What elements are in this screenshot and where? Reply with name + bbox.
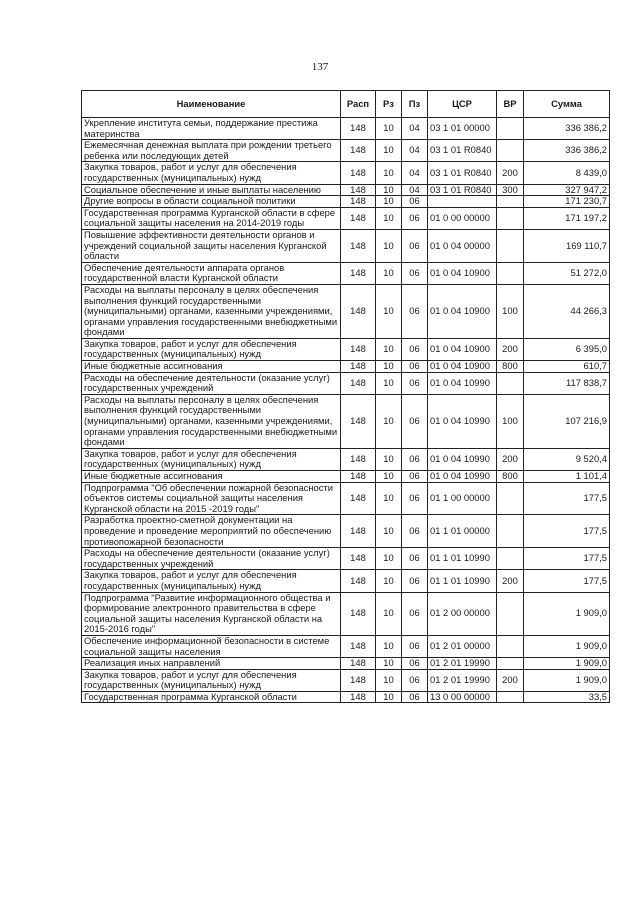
cell-rasp: 148	[341, 570, 376, 592]
cell-rz: 10	[376, 691, 402, 703]
cell-name: Обеспечение деятельности аппарата органов государственной власти Курганской области	[82, 262, 341, 284]
cell-pz: 06	[402, 394, 428, 448]
cell-name: Закупка товаров, работ и услуг для обеспечения государственных (муниципальных) нужд	[82, 448, 341, 470]
cell-rz: 10	[376, 372, 402, 394]
cell-vr: 200	[497, 669, 524, 691]
table-row	[82, 515, 610, 548]
cell-rz: 10	[376, 570, 402, 592]
cell-rz: 10	[376, 207, 402, 229]
cell-rz: 10	[376, 361, 402, 373]
cell-rz: 10	[376, 592, 402, 635]
cell-vr	[497, 229, 524, 262]
cell-name: Закупка товаров, работ и услуг для обеспечения государственных (муниципальных) нужд	[82, 338, 341, 360]
cell-csr: 01 0 04 10990	[428, 448, 497, 470]
cell-pz: 06	[402, 196, 428, 208]
cell-rasp: 148	[341, 207, 376, 229]
cell-vr: 800	[497, 471, 524, 483]
cell-sum: 336 386,2	[524, 140, 610, 162]
cell-name: Социальное обеспечение и иные выплаты населению	[82, 184, 341, 196]
cell-pz: 04	[402, 140, 428, 162]
cell-vr	[497, 372, 524, 394]
cell-csr: 01 0 04 10990	[428, 394, 497, 448]
cell-vr	[497, 482, 524, 515]
cell-vr	[497, 262, 524, 284]
table-row	[82, 262, 610, 284]
table-row	[82, 635, 610, 657]
cell-rasp: 148	[341, 140, 376, 162]
cell-rasp: 148	[341, 338, 376, 360]
cell-sum: 1 909,0	[524, 635, 610, 657]
cell-pz: 06	[402, 361, 428, 373]
table-row	[82, 592, 610, 635]
cell-rz: 10	[376, 669, 402, 691]
cell-vr	[497, 548, 524, 570]
cell-rz: 10	[376, 229, 402, 262]
cell-pz: 06	[402, 691, 428, 703]
cell-csr: 01 1 01 00000	[428, 515, 497, 548]
cell-csr: 01 1 00 00000	[428, 482, 497, 515]
cell-sum: 8 439,0	[524, 162, 610, 184]
cell-vr	[497, 658, 524, 670]
header-rz: Рз	[376, 91, 402, 118]
cell-rasp: 148	[341, 262, 376, 284]
cell-name: Расходы на обеспечение деятельности (оказание услуг) государственных учреждений	[82, 548, 341, 570]
cell-rasp: 148	[341, 394, 376, 448]
cell-rasp: 148	[341, 482, 376, 515]
cell-sum: 9 520,4	[524, 448, 610, 470]
cell-csr	[428, 196, 497, 208]
cell-vr: 100	[497, 394, 524, 448]
cell-pz: 04	[402, 162, 428, 184]
table-row	[82, 448, 610, 470]
cell-sum: 177,5	[524, 570, 610, 592]
cell-name: Повышение эффективности деятельности органов и учреждений социальной защиты населения Курганской области	[82, 229, 341, 262]
cell-rz: 10	[376, 184, 402, 196]
cell-sum: 51 272,0	[524, 262, 610, 284]
cell-name: Иные бюджетные ассигнования	[82, 471, 341, 483]
cell-sum: 177,5	[524, 548, 610, 570]
cell-name: Обеспечение информационной безопасности в системе социальной защиты населения	[82, 635, 341, 657]
cell-sum: 1 101,4	[524, 471, 610, 483]
cell-pz: 06	[402, 592, 428, 635]
cell-rz: 10	[376, 140, 402, 162]
table-row	[82, 570, 610, 592]
cell-rasp: 148	[341, 196, 376, 208]
cell-name: Подпрограмма "Развитие информационного общества и формирование электронного правительства в сфере социальной защиты населения Курганской области на 2015-2016 годы"	[82, 592, 341, 635]
cell-csr: 01 0 04 10990	[428, 471, 497, 483]
cell-vr: 300	[497, 184, 524, 196]
cell-name: Другие вопросы в области социальной политики	[82, 196, 341, 208]
cell-rasp: 148	[341, 548, 376, 570]
table-row	[82, 284, 610, 338]
cell-csr: 03 1 01 R0840	[428, 184, 497, 196]
cell-vr	[497, 140, 524, 162]
cell-name: Закупка товаров, работ и услуг для обеспечения государственных (муниципальных) нужд	[82, 669, 341, 691]
cell-csr: 01 2 00 00000	[428, 592, 497, 635]
cell-name: Ежемесячная денежная выплата при рождении третьего ребенка или последующих детей	[82, 140, 341, 162]
table-row	[82, 361, 610, 373]
cell-rz: 10	[376, 196, 402, 208]
cell-vr	[497, 592, 524, 635]
cell-sum: 177,5	[524, 482, 610, 515]
cell-pz: 06	[402, 658, 428, 670]
cell-pz: 06	[402, 482, 428, 515]
table-row	[82, 471, 610, 483]
cell-sum: 327 947,2	[524, 184, 610, 196]
cell-sum: 107 216,9	[524, 394, 610, 448]
table-row	[82, 184, 610, 196]
cell-csr: 01 1 01 10990	[428, 548, 497, 570]
budget-table	[81, 90, 610, 703]
cell-rasp: 148	[341, 118, 376, 140]
cell-rz: 10	[376, 394, 402, 448]
cell-pz: 06	[402, 669, 428, 691]
table-body	[82, 118, 610, 703]
table-row	[82, 669, 610, 691]
cell-vr: 200	[497, 570, 524, 592]
cell-csr: 01 0 00 00000	[428, 207, 497, 229]
table-row	[82, 118, 610, 140]
cell-vr: 200	[497, 162, 524, 184]
cell-csr: 01 2 01 19990	[428, 658, 497, 670]
cell-csr: 01 2 01 00000	[428, 635, 497, 657]
cell-sum: 1 909,0	[524, 658, 610, 670]
cell-name: Расходы на обеспечение деятельности (оказание услуг) государственных учреждений	[82, 372, 341, 394]
cell-sum: 171 197,2	[524, 207, 610, 229]
cell-name: Государственная программа Курганской области	[82, 691, 341, 703]
table-row	[82, 229, 610, 262]
header-pz: Пз	[402, 91, 428, 118]
header-rasp: Расп	[341, 91, 376, 118]
header-sum: Сумма	[524, 91, 610, 118]
table-row	[82, 196, 610, 208]
cell-sum: 169 110,7	[524, 229, 610, 262]
table-header-row	[82, 91, 610, 118]
cell-pz: 06	[402, 338, 428, 360]
cell-vr	[497, 635, 524, 657]
cell-rasp: 148	[341, 658, 376, 670]
table-row	[82, 394, 610, 448]
cell-vr	[497, 691, 524, 703]
cell-pz: 06	[402, 635, 428, 657]
cell-name: Укрепление института семьи, поддержание престижа материнства	[82, 118, 341, 140]
cell-rasp: 148	[341, 162, 376, 184]
cell-pz: 06	[402, 570, 428, 592]
cell-rasp: 148	[341, 471, 376, 483]
cell-csr: 03 1 01 R0840	[428, 140, 497, 162]
cell-csr: 01 0 04 10900	[428, 284, 497, 338]
cell-name: Подпрограмма "Об обеспечении пожарной безопасности объектов системы социальной защиты населения Курганской области на 2015 -2019 годы"	[82, 482, 341, 515]
header-name: Наименование	[82, 91, 341, 118]
table-row	[82, 482, 610, 515]
cell-sum: 6 395,0	[524, 338, 610, 360]
cell-rz: 10	[376, 658, 402, 670]
cell-csr: 03 1 01 R0840	[428, 162, 497, 184]
cell-pz: 06	[402, 471, 428, 483]
cell-csr: 01 0 04 10990	[428, 372, 497, 394]
cell-vr	[497, 207, 524, 229]
cell-rz: 10	[376, 548, 402, 570]
table-row	[82, 162, 610, 184]
cell-name: Реализация иных направлений	[82, 658, 341, 670]
cell-vr: 200	[497, 338, 524, 360]
table-row	[82, 548, 610, 570]
cell-sum: 177,5	[524, 515, 610, 548]
cell-rz: 10	[376, 482, 402, 515]
cell-rasp: 148	[341, 669, 376, 691]
cell-rasp: 148	[341, 361, 376, 373]
cell-rasp: 148	[341, 592, 376, 635]
cell-sum: 171 230,7	[524, 196, 610, 208]
cell-rasp: 148	[341, 515, 376, 548]
cell-vr	[497, 196, 524, 208]
cell-sum: 33,5	[524, 691, 610, 703]
cell-pz: 04	[402, 118, 428, 140]
cell-rasp: 148	[341, 448, 376, 470]
cell-name: Иные бюджетные ассигнования	[82, 361, 341, 373]
cell-rz: 10	[376, 471, 402, 483]
cell-csr: 01 2 01 19990	[428, 669, 497, 691]
cell-rz: 10	[376, 448, 402, 470]
cell-pz: 06	[402, 284, 428, 338]
cell-pz: 06	[402, 207, 428, 229]
cell-sum: 1 909,0	[524, 669, 610, 691]
cell-csr: 01 0 04 10900	[428, 361, 497, 373]
cell-sum: 336 386,2	[524, 118, 610, 140]
cell-vr	[497, 515, 524, 548]
cell-name: Закупка товаров, работ и услуг для обеспечения государственных (муниципальных) нужд	[82, 570, 341, 592]
header-vr: ВР	[497, 91, 524, 118]
cell-csr: 01 0 04 10900	[428, 262, 497, 284]
cell-rasp: 148	[341, 229, 376, 262]
cell-vr: 800	[497, 361, 524, 373]
cell-csr: 01 1 01 10990	[428, 570, 497, 592]
cell-sum: 610,7	[524, 361, 610, 373]
cell-rz: 10	[376, 118, 402, 140]
cell-pz: 06	[402, 262, 428, 284]
cell-rasp: 148	[341, 184, 376, 196]
cell-vr: 200	[497, 448, 524, 470]
cell-pz: 06	[402, 515, 428, 548]
cell-vr	[497, 118, 524, 140]
cell-rz: 10	[376, 338, 402, 360]
cell-pz: 06	[402, 372, 428, 394]
cell-sum: 117 838,7	[524, 372, 610, 394]
cell-rz: 10	[376, 162, 402, 184]
page-number: 137	[311, 61, 329, 73]
cell-sum: 44 266,3	[524, 284, 610, 338]
table-row	[82, 338, 610, 360]
table-row	[82, 140, 610, 162]
cell-name: Закупка товаров, работ и услуг для обеспечения государственных (муниципальных) нужд	[82, 162, 341, 184]
cell-rasp: 148	[341, 691, 376, 703]
header-csr: ЦСР	[428, 91, 497, 118]
cell-vr: 100	[497, 284, 524, 338]
cell-name: Расходы на выплаты персоналу в целях обеспечения выполнения функций государственными (муниципальными) органами, казенными учреждениями, органами управления государственными внебюджетными фондами	[82, 394, 341, 448]
table-row	[82, 372, 610, 394]
cell-name: Расходы на выплаты персоналу в целях обеспечения выполнения функций государственными (муниципальными) органами, казенными учреждениями, органами управления государственными внебюджетными фондами	[82, 284, 341, 338]
table-row	[82, 207, 610, 229]
cell-name: Разработка проектно-сметной документации на проведение и проведение мероприятий по обеспечению противопожарной безопасности	[82, 515, 341, 548]
cell-csr: 01 0 04 10900	[428, 338, 497, 360]
cell-rasp: 148	[341, 635, 376, 657]
cell-csr: 01 0 04 00000	[428, 229, 497, 262]
cell-pz: 04	[402, 184, 428, 196]
cell-rz: 10	[376, 515, 402, 548]
cell-sum: 1 909,0	[524, 592, 610, 635]
cell-pz: 06	[402, 448, 428, 470]
cell-rz: 10	[376, 262, 402, 284]
table-row	[82, 658, 610, 670]
cell-rasp: 148	[341, 372, 376, 394]
table-row	[82, 691, 610, 703]
cell-csr: 03 1 01 00000	[428, 118, 497, 140]
cell-name: Государственная программа Курганской области в сфере социальной защиты населения на 2014-2019 годы	[82, 207, 341, 229]
cell-rasp: 148	[341, 284, 376, 338]
cell-csr: 13 0 00 00000	[428, 691, 497, 703]
cell-pz: 06	[402, 229, 428, 262]
cell-rz: 10	[376, 284, 402, 338]
cell-rz: 10	[376, 635, 402, 657]
cell-pz: 06	[402, 548, 428, 570]
